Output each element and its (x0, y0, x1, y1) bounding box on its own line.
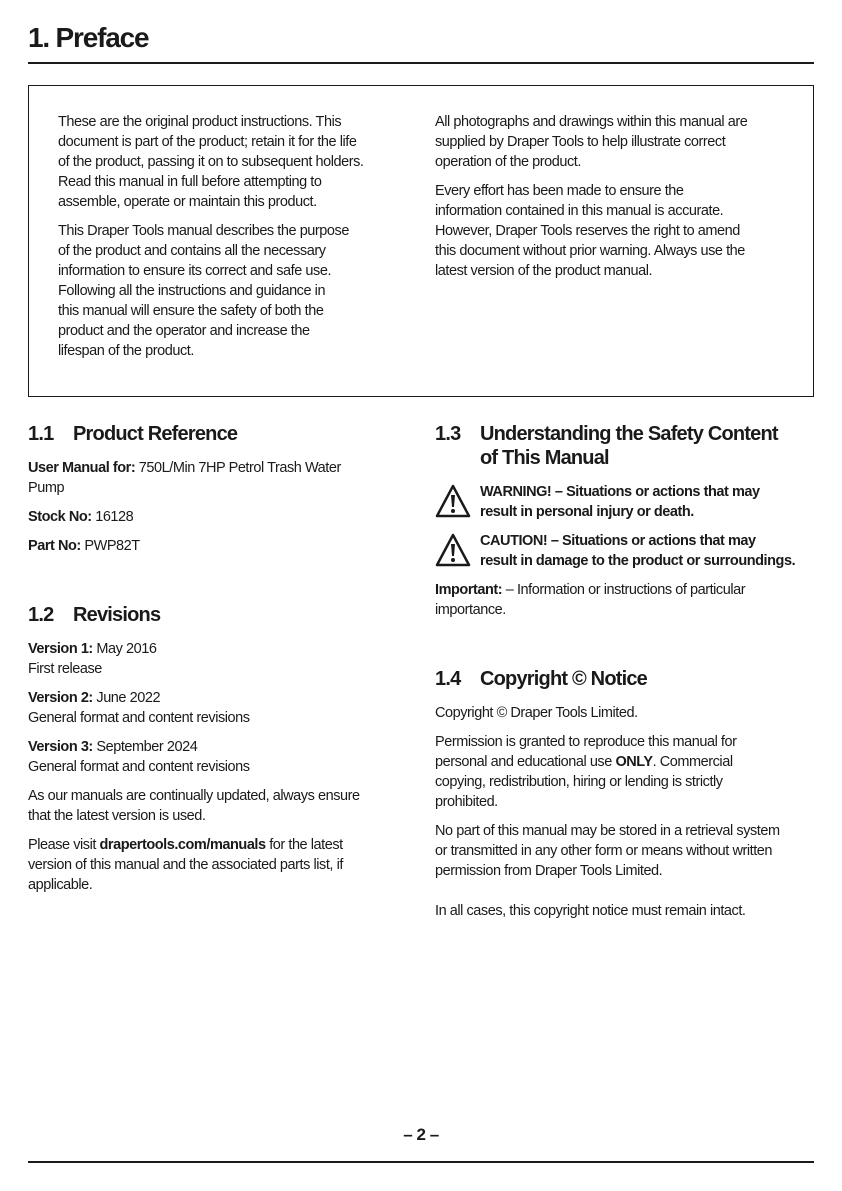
page-number: – 2 – (403, 1125, 439, 1144)
part-number: Part No: PWP82T (28, 538, 140, 554)
section-heading: 1.1 Product Reference (28, 423, 238, 445)
preface-paragraph: All photographs and drawings within this manual are supplied by Draper Tools to help illustrate correct operation of the product. (435, 114, 748, 170)
copyright-section (435, 667, 825, 930)
preface-right-column (435, 112, 820, 290)
stock-number: Stock No: 16128 (28, 509, 134, 525)
section-heading: 1.3 Understanding the Safety Content of This Manual (435, 423, 778, 469)
revision-item: Version 2: June 2022 General format and content revisions (28, 690, 250, 726)
section-heading: 1.4 Copyright © Notice (435, 668, 648, 690)
page-title: 1. Preface (28, 22, 149, 53)
no-part-text: No part of this manual may be stored in a retrieval system or transmitted in any other form or means without written permission from Draper Tools Limited. (435, 823, 780, 879)
update-note: As our manuals are continually updated, always ensure that the latest version is used. (28, 788, 360, 824)
warning-notice: WARNING! – Situations or actions that may result in personal injury or death. (435, 482, 820, 522)
revisions-section (28, 603, 418, 904)
intact-text: In all cases, this copyright notice must remain intact. (435, 903, 746, 919)
title-divider (28, 62, 814, 64)
user-manual-for: User Manual for: 750L/Min 7HP Petrol Trash Water Pump (28, 460, 341, 496)
important-note: Important: – Information or instructions of particular importance. (435, 582, 746, 618)
preface-paragraph: These are the original product instructions. This document is part of the product; retain it for the life of the product, passing it on to subsequent holders. Read this manual in full before attempting to assemble, operate or maintain this product. (58, 114, 364, 210)
copyright-line: Copyright © Draper Tools Limited. (435, 705, 638, 721)
warning-triangle-icon (435, 484, 471, 518)
permission-text: Permission is granted to reproduce this manual for personal and educational use ONLY. Commercial copying, redistribution, hiring or lending is strictly prohibited. (435, 734, 737, 810)
preface-paragraph: This Draper Tools manual describes the purpose of the product and contains all the necessary information to ensure its correct and safe use. Following all the instructions and guidance in this manual will ensure the safety of both the product and the operator and increase the lifespan of the product. (58, 223, 349, 359)
visit-note: Please visit drapertools.com/manuals for the latest version of this manual and the associated parts list, if applicable. (28, 837, 343, 893)
revision-item: Version 1: May 2016 First release (28, 641, 157, 677)
product-reference-section (28, 422, 413, 565)
safety-section (435, 422, 820, 629)
preface-paragraph: Every effort has been made to ensure the information contained in this manual is accurate. However, Draper Tools reserves the right to amend this document without prior warning. Always use the latest version of the product manual. (435, 183, 745, 279)
caution-notice: CAUTION! – Situations or actions that may result in damage to the product or surroundings. (435, 531, 820, 571)
caution-triangle-icon (435, 533, 471, 567)
footer-divider (28, 1161, 814, 1163)
manuals-link[interactable]: drapertools.com/manuals (99, 837, 266, 853)
revision-item: Version 3: September 2024 General format and content revisions (28, 739, 250, 775)
section-heading: 1.2 Revisions (28, 604, 161, 626)
preface-left-column (58, 112, 443, 370)
